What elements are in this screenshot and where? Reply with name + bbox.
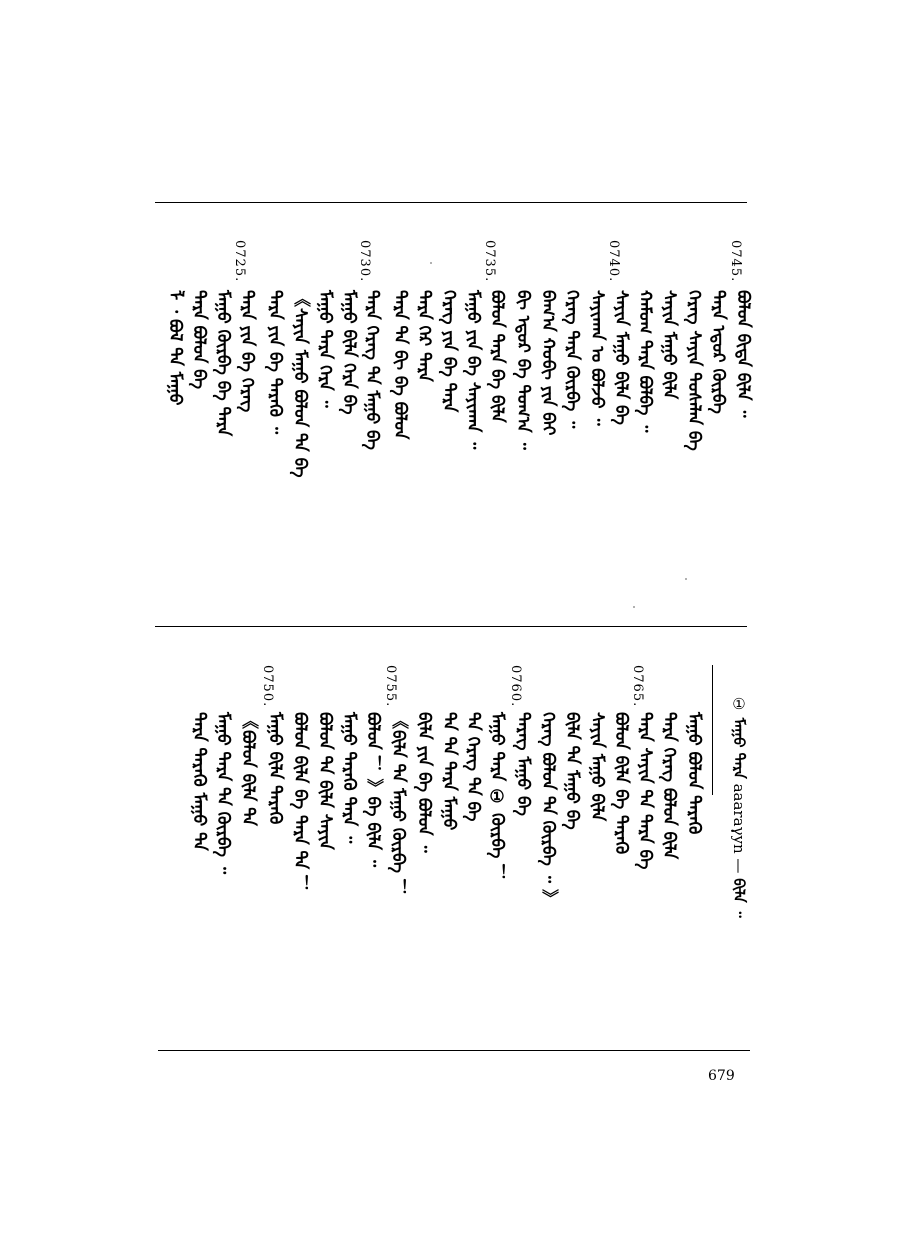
- verse-line: ᠪᠠᠭ᠎ᠠ ᠬᠤᠪᠢ ᠶᠢᠨ ᠪᠠᠢ: [538, 290, 558, 436]
- speck: [430, 262, 432, 264]
- verse-line: ᠮᠠᠭᠤ ᠲᠡᠷᠡ ᠲᠡ ᠬᠦᠷᠪᠡ ᠃: [213, 712, 233, 875]
- footnote-latin: aaaraγyn: [730, 783, 748, 854]
- verse-line: ᠲᠡᠷᠡ ᠡᠳᠦᠷ ᠬᠦᠷᠪᠡ: [708, 290, 728, 414]
- verse-line: ᠲᠡᠷᠡᠭ ᠮᠠᠭᠤ ᠪᠠ: [513, 712, 533, 816]
- verse-line: ᠪᠣᠯᠤᠨ ᠪᠢᠯᠡ ᠪᠠ ᠲᠡᠷᠡᠭᠦ: [611, 712, 631, 855]
- bottom-rule: [158, 1050, 750, 1051]
- line-number-0745: 0745.: [728, 240, 743, 283]
- line-number-0740: 0740.: [606, 240, 621, 283]
- verse-line: ᠮᠠᠭᠤ ᠶᠢᠨ ᠪᠠ ᠰᠠᠶᠢᠬᠠᠨ ᠃: [463, 290, 483, 450]
- line-number-0730: 0730.: [357, 240, 372, 283]
- verse-line: ᠲᠡ ᠲᠡ ᠲᠡᠷᠡ ᠮᠠᠭᠤ: [439, 712, 459, 831]
- verse-line: ᠲᠡᠷᠡ ᠪᠣᠯᠤᠨ ᠪᠠ: [189, 290, 209, 390]
- top-rule: [155, 202, 747, 203]
- verse-line: ᠯ ᠂ ᠪᠣᠯ ᠲᠡ ᠮᠠᠭᠤ: [165, 290, 185, 406]
- line-number-0725: 0725.: [232, 240, 247, 283]
- verse-line: ᠮᠠᠭᠤ ᠲᠡᠷᠡᠭᠦ ᠲᠡᠷᠡ ᠃: [339, 712, 359, 844]
- footnote-gloss: ᠪᠢᠯᠡ ᠃: [730, 878, 748, 918]
- verse-line: ᠬᠠᠮᠤᠭ ᠲᠡᠷᠡ ᠪᠣᠯᠪᠠ ᠃: [635, 290, 655, 433]
- verse-line: ᠲᠡᠷᠡ ᠰᠠᠶᠢᠨ ᠲᠡ ᠲᠡᠷᠡ ᠪᠠ: [635, 712, 655, 870]
- verse-line: ᠬᠡᠷᠡᠭ ᠶᠢᠨ ᠪᠠ ᠲᠡᠷᠡ: [439, 290, 459, 413]
- verse-line: ᠲᠡᠷᠡ ᠶᠢᠨ ᠪᠠ ᠬᠡᠷᠡᠭ: [237, 290, 257, 413]
- page-number: 679: [708, 1068, 735, 1084]
- line-number-0750: 0750.: [260, 665, 275, 708]
- verse-line: ᠰᠠᠶᠢᠬᠠᠨ ᠤ ᠪᠣᠯᠵᠤ ᠃: [587, 290, 607, 426]
- verse-line: 《ᠰᠠᠶᠢᠨ ᠮᠠᠭᠤ ᠪᠣᠯᠤᠨ ᠲᠡ ᠪᠠ: [290, 290, 310, 478]
- verse-line: ᠲᠡᠷᠡ ᠬᠡᠷᠡᠭ ᠲᠡ ᠮᠠᠭᠤ ᠪᠠ: [362, 290, 382, 450]
- footnote: [726, 695, 752, 918]
- verse-line: ᠲᠡᠷᠡ ᠬᠡᠷᠡᠭ ᠪᠣᠯᠤᠨ ᠪᠢᠯᠡ: [659, 712, 679, 860]
- verse-line: ᠰᠠᠶᠢᠨ ᠮᠠᠭᠤ ᠪᠢᠯᠡ ᠪᠠ: [611, 290, 631, 425]
- verse-line: ᠮᠠᠭᠤ ᠲᠡᠷᠡ ᠬᠡᠷᠡ ᠃: [315, 290, 335, 408]
- verse-line: ᠮᠠᠭᠤ ᠪᠢᠯᠡ ᠲᠡᠷᠡᠭᠦ: [265, 712, 285, 825]
- verse-line: ᠪᠢ ᠡᠳᠦᠷ ᠪᠠ ᠲᠣᠭ᠎ᠠ ᠃: [513, 290, 533, 450]
- speck: [685, 578, 687, 580]
- verse-line: ᠬᠡᠷᠡᠭ ᠪᠣᠯᠤᠨ ᠲᠡ ᠬᠦᠷᠪᠡ ᠃ 》: [538, 712, 558, 907]
- line-number-0760: 0760.: [508, 665, 523, 708]
- footnote-dash: —: [730, 858, 748, 874]
- verse-line: ᠪᠣᠯᠤᠨ ᠲᠡ ᠪᠢᠯᠡ ᠰᠠᠶᠢᠨ: [315, 712, 335, 850]
- verse-line: 《ᠪᠢᠯᠡ ᠲᠡ ᠮᠠᠭᠤ ᠬᠦᠷᠪᠡ ！: [388, 712, 408, 896]
- verse-line: ᠪᠣᠯᠤᠨ ！ 》ᠪᠠ ᠪᠢᠯᠡ ᠃: [363, 712, 383, 868]
- middle-rule: [155, 626, 747, 627]
- verse-line: ᠪᠢᠯᠡ ᠲᠡ ᠮᠠᠭᠤ ᠪᠠ: [562, 712, 582, 830]
- verse-line: ᠪᠢᠯᠡ ᠶᠢᠨ ᠪᠠ ᠪᠣᠯᠤᠨ ᠃: [414, 712, 434, 853]
- verse-line: ᠮᠠᠭᠤ ᠲᠡᠷᠡ ① ᠬᠦᠷᠪᠡ ！: [487, 712, 507, 882]
- verse-line: ᠲᠡᠷᠡ ᠭᠡᠷ ᠲᠡᠷᠡ: [414, 290, 434, 382]
- verse-line: ᠲᠡᠷᠡ ᠲᠡ ᠪᠢ ᠪᠠ ᠪᠣᠯᠤᠨ: [390, 290, 410, 440]
- verse-line: ᠮᠠᠭᠤ ᠬᠦᠷᠪᠡ ᠪᠠ ᠲᠡᠷᠡ: [213, 290, 233, 437]
- verse-line: ᠲᠡ ᠬᠡᠷᠡᠭ ᠲᠡ ᠪᠠ: [463, 712, 483, 822]
- verse-line: ᠰᠠᠶᠢᠨ ᠮᠠᠭᠤ ᠪᠢᠯᠡ: [659, 290, 679, 400]
- verse-line: 《ᠪᠣᠯᠤᠨ ᠪᠢᠯᠡ ᠲᠡ: [238, 712, 258, 826]
- verse-line: ᠪᠣᠯᠤᠨ ᠪᠢᠳᠡ ᠪᠢᠯᠡ ᠃: [733, 290, 753, 418]
- footnote-rule: [712, 665, 713, 795]
- verse-line: ᠪᠣᠯᠤᠨ ᠲᠡᠷᠡ ᠪᠠ ᠪᠢᠯᠡ: [487, 290, 507, 423]
- verse-line: ᠬᠡᠷᠡᠭ ᠲᠡᠷᠡ ᠬᠦᠷᠪᠡ ᠃: [562, 290, 582, 429]
- verse-line: ᠲᠡᠷᠡ ᠶᠢᠨ ᠪᠠ ᠲᠡᠷᠡᠭᠦ ᠃: [265, 290, 285, 435]
- verse-line: ᠪᠣᠯᠤᠨ ᠪᠢᠯᠡ ᠪᠠ ᠲᠡᠷᠡ ᠲᠡ ！: [290, 712, 310, 893]
- verse-line: ᠬᠡᠷᠡᠭ ᠰᠠᠶᠢᠨ ᠲᠤᠰᠠᠯᠠᠨ ᠪᠠ: [684, 290, 704, 451]
- line-number-0765: 0765.: [630, 665, 645, 708]
- verse-line: ᠮᠠᠭᠤ ᠪᠣᠯᠤᠨ ᠲᠡᠷᠡᠭᠦ: [684, 712, 704, 835]
- footnote-mongolian: ᠮᠠᠭᠤ ᠲᠡᠷᠡ: [730, 717, 748, 779]
- speck: [633, 606, 635, 608]
- verse-line: ᠰᠠᠶᠢᠨ ᠮᠠᠭᠤ ᠪᠢᠯᠡ: [587, 712, 607, 822]
- footnote-marker: ①: [730, 695, 748, 713]
- line-number-0735: 0735.: [482, 240, 497, 283]
- line-number-0755: 0755.: [383, 665, 398, 708]
- verse-line: ᠲᠡᠷᠡ ᠲᠡᠷᠡᠭᠦ ᠮᠠᠭᠤ ᠲᠡ: [189, 712, 209, 851]
- verse-line: ᠮᠠᠭᠤ ᠪᠢᠯᠡ ᠬᠡᠷᠡ ᠪᠠ: [339, 290, 359, 415]
